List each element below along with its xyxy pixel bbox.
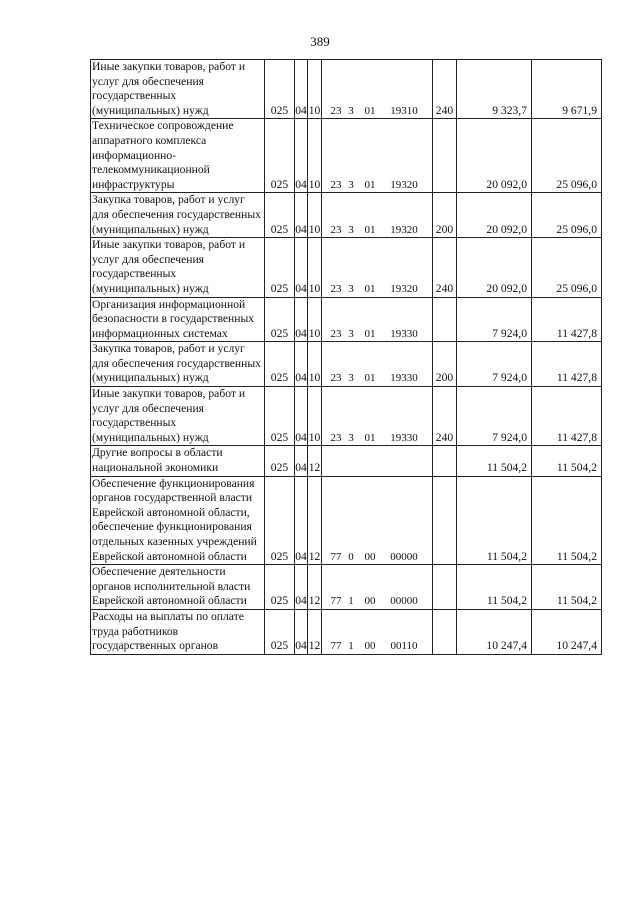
expense-type-cell bbox=[433, 476, 457, 565]
target-article-part: 00 bbox=[364, 550, 376, 563]
target-article-part: 19320 bbox=[390, 178, 418, 191]
section-code-cell: 04 bbox=[295, 238, 308, 297]
target-article-cell bbox=[322, 565, 433, 610]
target-article-part: 01 bbox=[364, 327, 376, 340]
grbs-code-cell: 025 bbox=[265, 297, 295, 342]
amount-year1-cell: 10 247,4 bbox=[457, 609, 532, 654]
section-code-cell: 04 bbox=[295, 476, 308, 565]
expense-type-cell bbox=[433, 446, 457, 476]
section-code-cell: 04 bbox=[295, 193, 308, 238]
row-name-cell: Иные закупки товаров, работ и услуг для обеспечения государственных (муниципальных) нужд bbox=[91, 60, 265, 119]
page-number: 389 bbox=[310, 34, 330, 49]
section-code-cell: 04 bbox=[295, 119, 308, 193]
amount-year2-cell: 10 247,4 bbox=[532, 609, 602, 654]
table-row bbox=[91, 238, 602, 297]
grbs-code-cell: 025 bbox=[265, 193, 295, 238]
grbs-code-cell: 025 bbox=[265, 119, 295, 193]
target-article-part: 23 bbox=[330, 223, 342, 236]
target-article-part: 19320 bbox=[390, 223, 418, 236]
target-article-part: 3 bbox=[348, 372, 354, 385]
section-code-cell: 04 bbox=[295, 446, 308, 476]
target-article-cell bbox=[322, 609, 433, 654]
target-article-cell bbox=[322, 238, 433, 297]
target-article-cell bbox=[322, 446, 433, 476]
target-article-part: 01 bbox=[364, 431, 376, 444]
table-row bbox=[91, 297, 602, 342]
amount-year1-cell: 20 092,0 bbox=[457, 238, 532, 297]
target-article-part: 00000 bbox=[390, 595, 418, 608]
table-row bbox=[91, 342, 602, 387]
table-row bbox=[91, 476, 602, 565]
grbs-code-cell: 025 bbox=[265, 446, 295, 476]
amount-year1-cell: 20 092,0 bbox=[457, 119, 532, 193]
table-row bbox=[91, 119, 602, 193]
target-article-part: 77 bbox=[330, 595, 342, 608]
target-article-part: 3 bbox=[348, 282, 354, 295]
target-article-part: 00110 bbox=[390, 640, 418, 653]
grbs-code-cell: 025 bbox=[265, 238, 295, 297]
target-article-part: 19330 bbox=[390, 327, 418, 340]
target-article-cell bbox=[322, 297, 433, 342]
amount-year1-cell: 11 504,2 bbox=[457, 446, 532, 476]
target-article-part: 01 bbox=[364, 223, 376, 236]
target-article-part: 77 bbox=[330, 640, 342, 653]
target-article-cell bbox=[322, 476, 433, 565]
target-article-part: 23 bbox=[330, 282, 342, 295]
grbs-code-cell: 025 bbox=[265, 609, 295, 654]
amount-year1-cell: 7 924,0 bbox=[457, 297, 532, 342]
target-article-part: 00 bbox=[364, 595, 376, 608]
subsection-code-cell: 12 bbox=[308, 609, 322, 654]
target-article-part: 00 bbox=[364, 640, 376, 653]
target-article-part: 19330 bbox=[390, 431, 418, 444]
grbs-code-cell: 025 bbox=[265, 342, 295, 387]
target-article-cell bbox=[322, 60, 433, 119]
row-name-cell: Обеспечение функционирования органов государственной власти Еврейской автономной области, обеспечение функционирования отдельных казенных учреждений Еврейской автономной области bbox=[91, 476, 265, 565]
row-name-cell: Иные закупки товаров, работ и услуг для обеспечения государственных (муниципальных) нужд bbox=[91, 387, 265, 446]
table-row bbox=[91, 60, 602, 119]
target-article-part: 19320 bbox=[390, 282, 418, 295]
amount-year1-cell: 9 323,7 bbox=[457, 60, 532, 119]
amount-year1-cell: 20 092,0 bbox=[457, 193, 532, 238]
row-name-cell: Другие вопросы в области национальной экономики bbox=[91, 446, 265, 476]
target-article-part: 19330 bbox=[390, 372, 418, 385]
target-article-cell bbox=[322, 387, 433, 446]
subsection-code-cell: 10 bbox=[308, 297, 322, 342]
target-article-part: 19310 bbox=[390, 104, 418, 117]
amount-year1-cell: 7 924,0 bbox=[457, 387, 532, 446]
amount-year2-cell: 11 504,2 bbox=[532, 446, 602, 476]
target-article-part: 0 bbox=[348, 550, 354, 563]
target-article-part: 01 bbox=[364, 178, 376, 191]
expense-type-cell: 200 bbox=[433, 193, 457, 238]
subsection-code-cell: 12 bbox=[308, 446, 322, 476]
amount-year2-cell: 11 504,2 bbox=[532, 476, 602, 565]
target-article-part: 01 bbox=[364, 104, 376, 117]
target-article-part: 01 bbox=[364, 282, 376, 295]
target-article-part: 3 bbox=[348, 104, 354, 117]
expense-type-cell: 240 bbox=[433, 238, 457, 297]
target-article-cell bbox=[322, 119, 433, 193]
row-name-cell: Закупка товаров, работ и услуг для обеспечения государственных (муниципальных) нужд bbox=[91, 193, 265, 238]
target-article-part: 23 bbox=[330, 431, 342, 444]
target-article-part: 00000 bbox=[390, 550, 418, 563]
row-name-cell: Иные закупки товаров, работ и услуг для обеспечения государственных (муниципальных) нужд bbox=[91, 238, 265, 297]
row-name-cell: Обеспечение деятельности органов исполнительной власти Еврейской автономной области bbox=[91, 565, 265, 610]
table-body bbox=[91, 60, 602, 655]
subsection-code-cell: 10 bbox=[308, 60, 322, 119]
target-article-part: 01 bbox=[364, 372, 376, 385]
table-row bbox=[91, 565, 602, 610]
target-article-part: 23 bbox=[330, 104, 342, 117]
section-code-cell: 04 bbox=[295, 387, 308, 446]
grbs-code-cell: 025 bbox=[265, 387, 295, 446]
table-row bbox=[91, 446, 602, 476]
budget-table bbox=[90, 59, 602, 655]
expense-type-cell: 240 bbox=[433, 60, 457, 119]
row-name-cell: Расходы на выплаты по оплате труда работников государственных органов bbox=[91, 609, 265, 654]
section-code-cell: 04 bbox=[295, 297, 308, 342]
amount-year2-cell: 11 427,8 bbox=[532, 387, 602, 446]
target-article-part: 1 bbox=[348, 595, 354, 608]
table-row bbox=[91, 609, 602, 654]
target-article-part: 3 bbox=[348, 327, 354, 340]
section-code-cell: 04 bbox=[295, 565, 308, 610]
subsection-code-cell: 10 bbox=[308, 387, 322, 446]
amount-year2-cell: 25 096,0 bbox=[532, 238, 602, 297]
target-article-part: 3 bbox=[348, 431, 354, 444]
subsection-code-cell: 12 bbox=[308, 565, 322, 610]
grbs-code-cell: 025 bbox=[265, 476, 295, 565]
target-article-part: 23 bbox=[330, 327, 342, 340]
expense-type-cell bbox=[433, 297, 457, 342]
subsection-code-cell: 10 bbox=[308, 238, 322, 297]
target-article-part: 1 bbox=[348, 640, 354, 653]
grbs-code-cell: 025 bbox=[265, 60, 295, 119]
target-article-cell bbox=[322, 342, 433, 387]
amount-year1-cell: 11 504,2 bbox=[457, 565, 532, 610]
amount-year2-cell: 11 504,2 bbox=[532, 565, 602, 610]
section-code-cell: 04 bbox=[295, 609, 308, 654]
subsection-code-cell: 12 bbox=[308, 476, 322, 565]
target-article-part: 77 bbox=[330, 550, 342, 563]
amount-year2-cell: 25 096,0 bbox=[532, 119, 602, 193]
section-code-cell: 04 bbox=[295, 342, 308, 387]
amount-year2-cell: 11 427,8 bbox=[532, 342, 602, 387]
expense-type-cell bbox=[433, 609, 457, 654]
table-row bbox=[91, 387, 602, 446]
subsection-code-cell: 10 bbox=[308, 193, 322, 238]
target-article-cell bbox=[322, 193, 433, 238]
amount-year2-cell: 11 427,8 bbox=[532, 297, 602, 342]
amount-year2-cell: 25 096,0 bbox=[532, 193, 602, 238]
subsection-code-cell: 10 bbox=[308, 119, 322, 193]
section-code-cell: 04 bbox=[295, 60, 308, 119]
target-article-part: 23 bbox=[330, 178, 342, 191]
row-name-cell: Организация информационной безопасности в государственных информационных системах bbox=[91, 297, 265, 342]
amount-year1-cell: 7 924,0 bbox=[457, 342, 532, 387]
expense-type-cell bbox=[433, 119, 457, 193]
row-name-cell: Закупка товаров, работ и услуг для обеспечения государственных (муниципальных) нужд bbox=[91, 342, 265, 387]
subsection-code-cell: 10 bbox=[308, 342, 322, 387]
target-article-part: 23 bbox=[330, 372, 342, 385]
expense-type-cell: 200 bbox=[433, 342, 457, 387]
target-article-part: 3 bbox=[348, 178, 354, 191]
amount-year1-cell: 11 504,2 bbox=[457, 476, 532, 565]
target-article-part: 3 bbox=[348, 223, 354, 236]
grbs-code-cell: 025 bbox=[265, 565, 295, 610]
table-row bbox=[91, 193, 602, 238]
expense-type-cell bbox=[433, 565, 457, 610]
row-name-cell: Техническое сопровождение аппаратного комплекса информационно-телекоммуникационной инфраструктуры bbox=[91, 119, 265, 193]
amount-year2-cell: 9 671,9 bbox=[532, 60, 602, 119]
expense-type-cell: 240 bbox=[433, 387, 457, 446]
